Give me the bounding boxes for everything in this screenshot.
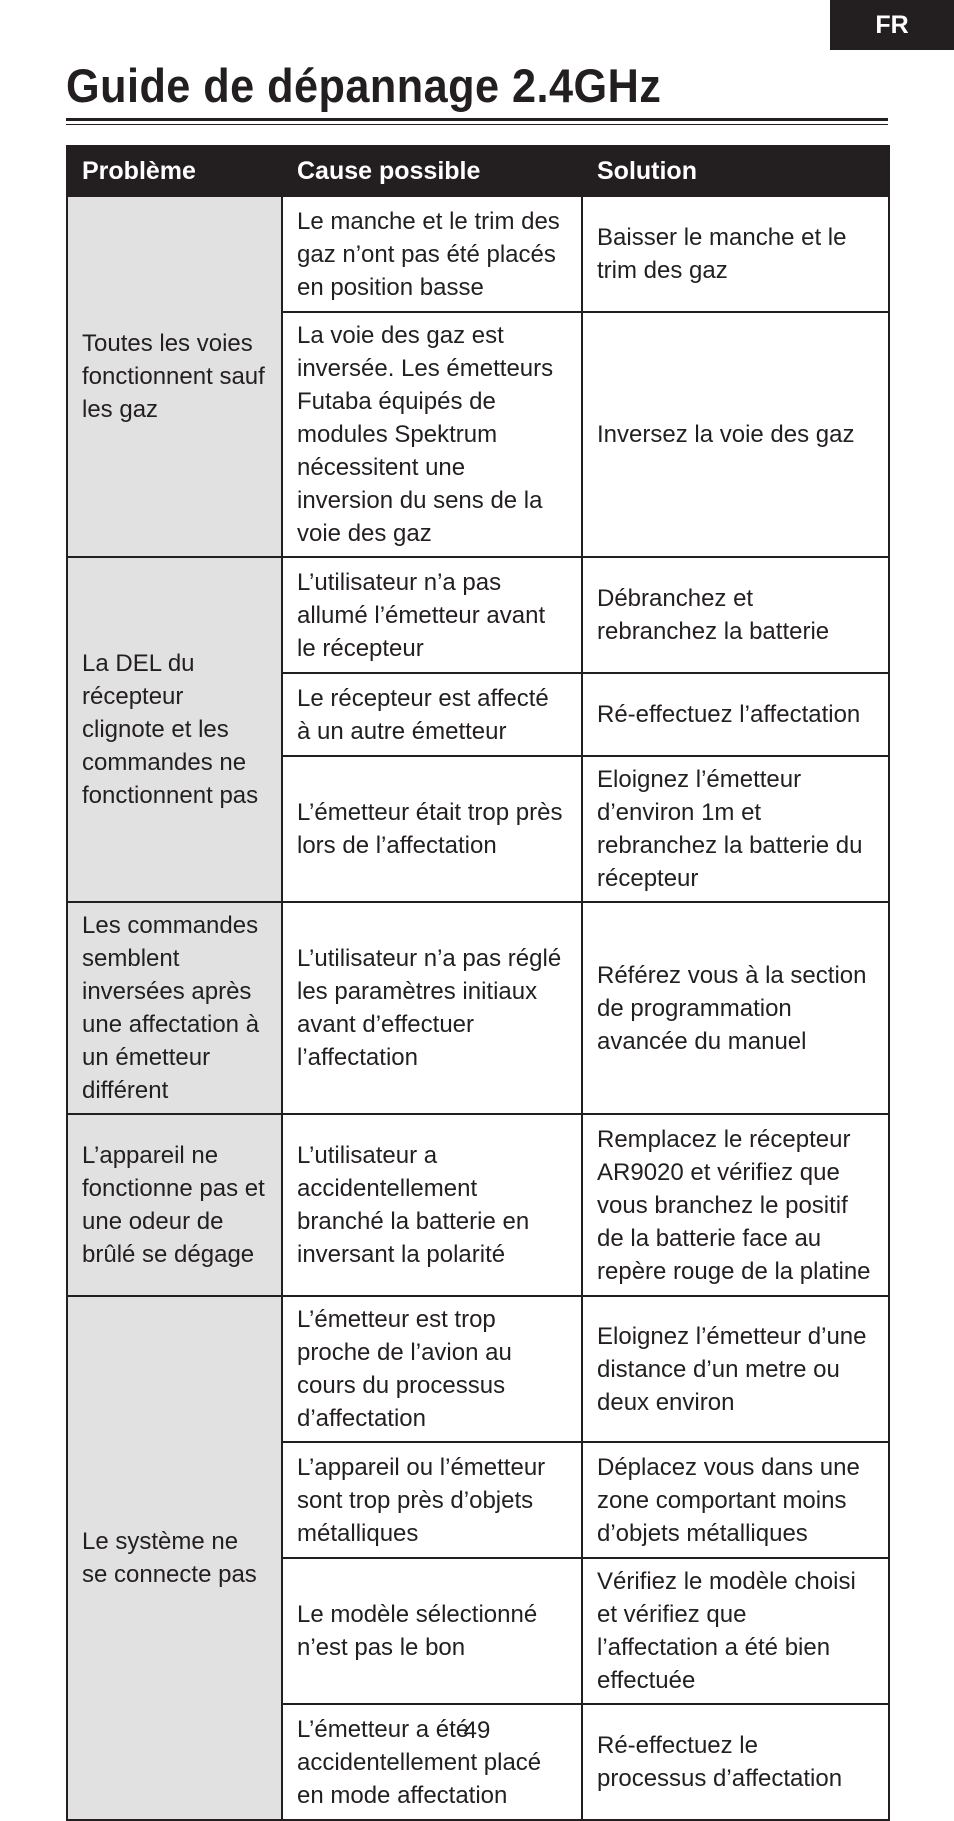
language-tab: FR: [830, 0, 954, 50]
solution-cell: Vérifiez le modèle choisi et vérifiez que l’affectation a été bien effectuée: [582, 1558, 889, 1704]
header-cause: Cause possible: [282, 146, 582, 196]
cause-cell: Le récepteur est affecté à un autre émetteur: [282, 673, 582, 756]
solution-cell: Ré-effectuez le processus d’affectation: [582, 1704, 889, 1820]
page-number: 49: [463, 1717, 491, 1744]
table-row: [67, 1296, 889, 1442]
table-row: [67, 557, 889, 673]
header-solution: Solution: [582, 146, 889, 196]
cause-cell: L’émetteur est trop proche de l’avion au cours du processus d’affectation: [282, 1296, 582, 1442]
cause-cell: L’utilisateur n’a pas allumé l’émetteur avant le récepteur: [282, 557, 582, 673]
cause-cell: Le modèle sélectionné n’est pas le bon: [282, 1558, 582, 1704]
solution-cell: Remplacez le récepteur AR9020 et vérifiez que vous branchez le positif de la batterie face au repère rouge de la platine: [582, 1114, 889, 1296]
solution-cell: Ré-effectuez l’affectation: [582, 673, 889, 756]
page-title: Guide de dépannage 2.4GHz: [66, 59, 662, 112]
header-row: [67, 146, 889, 196]
title-rule-thin: [66, 124, 888, 125]
solution-cell: Inversez la voie des gaz: [582, 312, 889, 557]
solution-cell: Eloignez l’émetteur d’environ 1m et rebranchez la batterie du récepteur: [582, 756, 889, 902]
solution-cell: Référez vous à la section de programmation avancée du manuel: [582, 902, 889, 1114]
cause-cell: L’émetteur était trop près lors de l’affectation: [282, 756, 582, 902]
troubleshooting-table: [66, 145, 890, 1821]
table-row: [67, 196, 889, 312]
title-rule-thick: [66, 118, 888, 121]
cause-cell: L’émetteur a été accidentellement placé en mode affectation: [282, 1704, 582, 1820]
problem-cell: Toutes les voies fonctionnent sauf les gaz: [67, 196, 282, 557]
solution-cell: Baisser le manche et le trim des gaz: [582, 196, 889, 312]
solution-cell: Débranchez et rebranchez la batterie: [582, 557, 889, 673]
cause-cell: Le manche et le trim des gaz n’ont pas été placés en position basse: [282, 196, 582, 312]
table-row: [67, 902, 889, 1114]
problem-cell: L’appareil ne fonctionne pas et une odeur de brûlé se dégage: [67, 1114, 282, 1296]
cause-cell: L’utilisateur n’a pas réglé les paramètres initiaux avant d’effectuer l’affectation: [282, 902, 582, 1114]
cause-cell: L’utilisateur a accidentellement branché la batterie en inversant la polarité: [282, 1114, 582, 1296]
cause-cell: La voie des gaz est inversée. Les émetteurs Futaba équipés de modules Spektrum nécessitent une inversion du sens de la voie des gaz: [282, 312, 582, 557]
problem-cell: Les commandes semblent inversées après une affectation à un émetteur différent: [67, 902, 282, 1114]
table-row: [67, 1114, 889, 1296]
cause-cell: L’appareil ou l’émetteur sont trop près d’objets métalliques: [282, 1442, 582, 1558]
solution-cell: Eloignez l’émetteur d’une distance d’un metre ou deux environ: [582, 1296, 889, 1442]
solution-cell: Déplacez vous dans une zone comportant moins d’objets métalliques: [582, 1442, 889, 1558]
problem-cell: Le système ne se connecte pas: [67, 1296, 282, 1820]
table-body: [67, 196, 889, 1820]
problem-cell: La DEL du récepteur clignote et les commandes ne fonctionnent pas: [67, 557, 282, 902]
table-header: [67, 146, 889, 196]
header-problem: Problème: [67, 146, 282, 196]
